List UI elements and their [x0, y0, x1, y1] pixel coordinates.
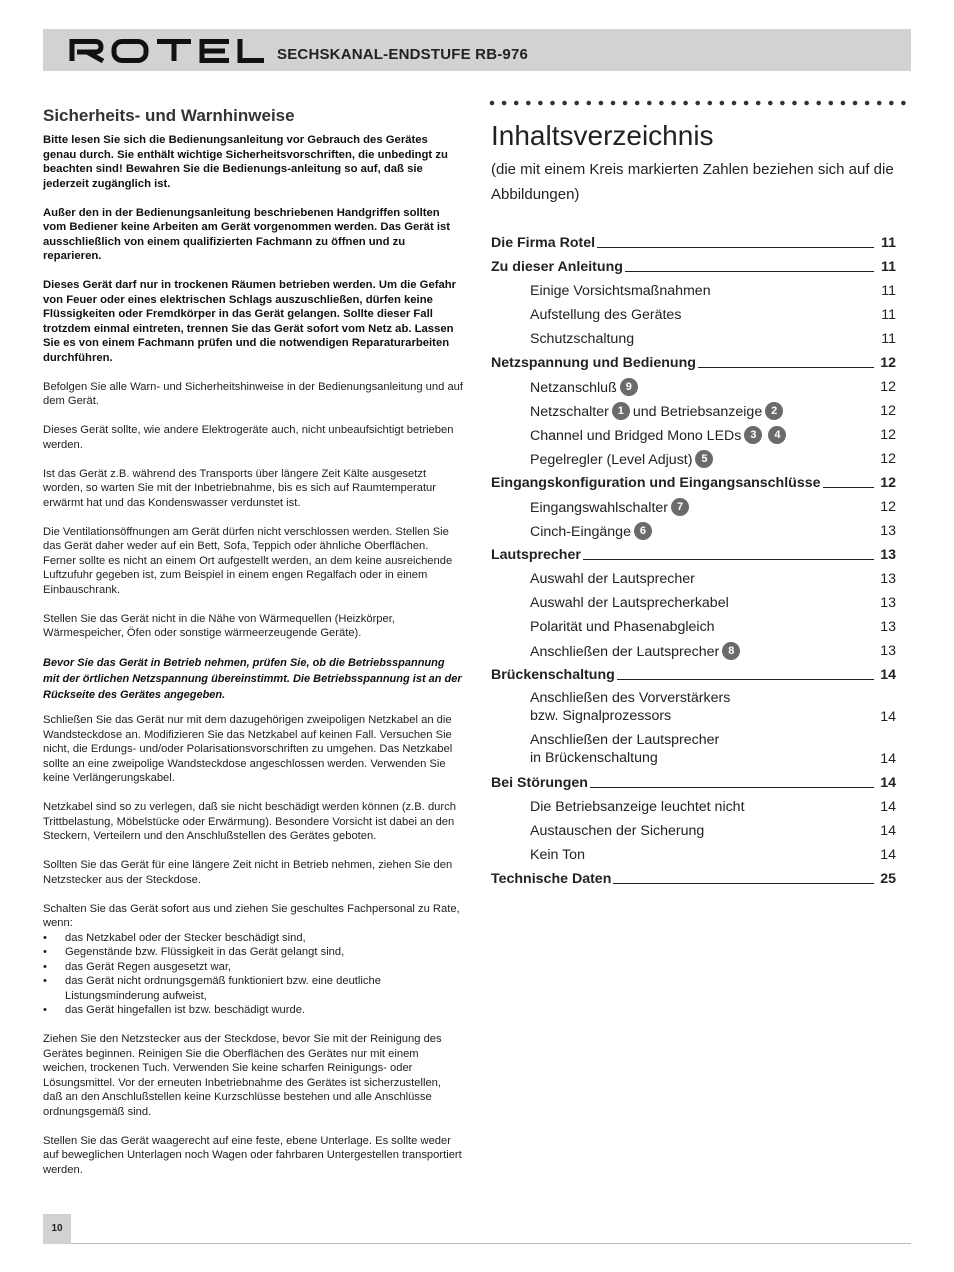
toc-page-number: 12 [880, 403, 896, 419]
divider-dot [889, 101, 894, 106]
bullet-list [43, 931, 463, 1018]
divider-dot [574, 101, 579, 106]
toc-entry [491, 423, 896, 447]
toc-entry-label [530, 331, 634, 347]
toc-entry-text: Einige Vorsichtsmaßnahmen [530, 283, 711, 299]
toc-entry-text: Austauschen der Sicherung [530, 823, 705, 839]
toc-section [491, 771, 896, 795]
toc-entry-label [530, 823, 704, 839]
toc-entry-label: Technische Daten [491, 871, 612, 887]
toc-page-number: 14 [874, 775, 896, 791]
toc-page-number: 25 [874, 871, 896, 887]
dotted-divider [489, 100, 913, 106]
toc-entry-label: Eingangskonfiguration und Eingangsanschlüsse [491, 475, 821, 491]
rotel-logo [69, 38, 265, 64]
toc-page-number: 13 [880, 595, 896, 611]
table-of-contents [491, 231, 896, 891]
toc-entry-label [530, 403, 786, 421]
toc-entry-label [530, 847, 585, 863]
toc-entry-label: Netzspannung und Bedienung [491, 355, 696, 371]
toc-entry-label [530, 451, 716, 469]
body-paragraph: Netzkabel sind so zu verlegen, daß sie nicht beschädigt werden können (z.B. durch Trittbelastung, Möbelstücke oder Erwärmung). Besondere Vorsicht ist dabei an den Steckern, Verteilern und den Anschlußstellen des Gerätes geboten. [43, 801, 456, 842]
toc-page-number: 13 [880, 619, 896, 635]
body-paragraph: Ist das Gerät z.B. während des Transports über längere Zeit Kälte ausgesetzt worden, so warten Sie mit der Inbetriebnahme, bis es sich auf Raumtemperatur erwärmt hat und das Kondenswasser verdunstet ist. [43, 467, 436, 509]
toc-entry [491, 327, 896, 351]
toc-page-number: 11 [874, 235, 896, 251]
toc-entry [491, 687, 896, 729]
body-paragraph: Stellen Sie das Gerät waagerecht auf eine feste, ebene Unterlage. Es sollte weder auf beweglichen Unterlagen noch Wagen oder fahrbaren Untergestellen transportiert werden. [43, 1134, 462, 1176]
toc-entry-text: Die Betriebsanzeige leuchtet nicht [530, 799, 745, 815]
toc-entry-label [530, 689, 730, 725]
toc-subtitle: (die mit einem Kreis markierten Zahlen beziehen sich auf die Abbildungen) [491, 161, 894, 203]
figure-callout-badge: 7 [671, 498, 689, 516]
figure-callout-badge: 1 [612, 402, 630, 420]
body-paragraph: Schalten Sie das Gerät sofort aus und ziehen Sie geschultes Fachpersonal zu Rate, wenn: [43, 902, 460, 929]
body-paragraph: Befolgen Sie alle Warn- und Sicherheitshinweise in der Bedienungsanleitung und auf dem Gerät. [43, 380, 464, 407]
toc-entry [491, 795, 896, 819]
toc-page-number: 12 [880, 499, 896, 515]
figure-callout-badge: 5 [695, 450, 713, 468]
toc-entry-label [530, 731, 719, 767]
toc-entry-label [530, 283, 711, 299]
toc-entry [491, 639, 896, 663]
toc-entry-label [530, 499, 692, 517]
toc-entry [491, 615, 896, 639]
divider-dot [695, 101, 700, 106]
figure-callout-badge: 8 [722, 642, 740, 660]
toc-page-number: 14 [880, 823, 896, 839]
toc-entry-label [530, 307, 681, 323]
figure-callout-badge: 2 [765, 402, 783, 420]
toc-entry-text: Anschließen der Lautsprecher [530, 643, 720, 660]
divider-dot [853, 101, 858, 106]
footer-rule [71, 1243, 911, 1244]
toc-page-number: 14 [880, 799, 896, 815]
toc-entry [491, 567, 896, 591]
toc-entry-text: Auswahl der Lautsprecher [530, 571, 695, 587]
divider-dot [623, 101, 628, 106]
body-paragraph: Stellen Sie das Gerät nicht in die Nähe von Wärmequellen (Heizkörper, Wärmespeicher, Öfen oder sonstige wärmeerzeugende Geräte). [43, 612, 395, 639]
list-item: • Gegenstände bzw. Flüssigkeit in das Gerät gelangt sind, [43, 945, 463, 960]
toc-section [491, 231, 896, 255]
toc-entry-label: Zu dieser Anleitung [491, 259, 623, 275]
toc-page-number: 14 [874, 667, 896, 683]
toc-page-number: 11 [881, 283, 896, 299]
toc-page-number: 11 [881, 307, 896, 323]
toc-entry-label [530, 595, 729, 611]
toc-section [491, 255, 896, 279]
divider-dot [829, 101, 834, 106]
divider-dot [526, 101, 531, 106]
toc-entry [491, 591, 896, 615]
toc-entry [491, 279, 896, 303]
toc-page-number: 14 [880, 847, 896, 863]
page-number: 10 [43, 1214, 71, 1244]
toc-entry-text: Cinch-Eingänge [530, 523, 631, 540]
toc-page-number: 12 [880, 427, 896, 443]
warning-paragraph: Dieses Gerät darf nur in trockenen Räumen betrieben werden. Um die Gefahr von Feuer oder eines elektrischen Schlags auszuschließen, dürfen keine Flüssigkeiten oder Fremdkörper in das Gerät gelangen. Sollte dieser Fall trotzdem einmal eintreten, trennen Sie das Gerät sofort vom Netz ab. Lassen Sie es von einem Fachmann prüfen und die notwendigen Reparaturarbeiten durchführen. [43, 279, 457, 364]
toc-title: Inhaltsverzeichnis [491, 120, 714, 151]
toc-page-number: 13 [880, 643, 896, 659]
toc-page-number: 12 [874, 475, 896, 491]
divider-dot [901, 101, 906, 106]
toc-entry-line: in Brückenschaltung [530, 750, 658, 766]
divider-dot [732, 101, 737, 106]
toc-entry-label: Bei Störungen [491, 775, 588, 791]
toc-entry-text: Kein Ton [530, 847, 585, 863]
toc-section [491, 543, 896, 567]
divider-dot [816, 101, 821, 106]
toc-entry-label [530, 379, 641, 397]
model-title: SECHSKANAL-ENDSTUFE RB-976 [277, 46, 529, 63]
divider-dot [804, 101, 809, 106]
divider-dot [877, 101, 882, 106]
toc-entry-label: Lautsprecher [491, 547, 581, 563]
divider-dot [720, 101, 725, 106]
toc-entry-text: Eingangswahlschalter [530, 499, 669, 516]
divider-dot [792, 101, 797, 106]
toc-entry-text: Pegelregler (Level Adjust) [530, 451, 693, 468]
toc-entry [491, 495, 896, 519]
divider-dot [502, 101, 507, 106]
toc-entry-text: Polarität und Phasenabgleich [530, 619, 715, 635]
toc-page-number: 14 [880, 709, 896, 725]
divider-dot [744, 101, 749, 106]
toc-page-number: 12 [880, 451, 896, 467]
toc-page-number: 13 [880, 523, 896, 539]
list-item: • das Gerät nicht ordnungsgemäß funktioniert bzw. eine deutliche Listungsminderung aufweist, [43, 974, 463, 1003]
toc-page-number: 14 [880, 751, 896, 767]
toc-entry [491, 729, 896, 771]
divider-dot [659, 101, 664, 106]
body-paragraph: Schließen Sie das Gerät nur mit dem dazugehörigen zweipoligen Netzkabel an die Wandsteckdose an. Modifizieren Sie das Netzkabel auf keinen Fall. Versuchen Sie nicht, die Erdungs- und/oder Polarisationsvorschriften zu umgehen. Das Netzkabel sollte an eine zweipolige Wandsteckdose angeschlossen werden. Verwenden Sie keine Verlängerungskabel. [43, 714, 453, 784]
divider-dot [538, 101, 543, 106]
figure-callout-badge: 4 [768, 426, 786, 444]
toc-entry-text: Schutzschaltung [530, 331, 635, 347]
body-paragraph: Die Ventilationsöffnungen am Gerät dürfen nicht verschlossen werden. Stellen Sie das Gerät daher weder auf ein Bett, Sofa, Teppich oder ähnliche Oberflächen. Ferner sollte es nicht an einem Ort aufgestellt werden, an dem keine ausreichende Luftzufuhr gegeben ist, zum Beispiel in einem engen Regalfach oder in einem Einbauschrank. [43, 525, 453, 596]
divider-dot [756, 101, 761, 106]
toc-page-number: 13 [880, 571, 896, 587]
toc-entry-label [530, 799, 745, 815]
divider-dot [514, 101, 519, 106]
divider-dot [599, 101, 604, 106]
divider-dot [708, 101, 713, 106]
divider-dot [841, 101, 846, 106]
toc-entry-label [530, 643, 743, 661]
warning-paragraph: Außer den in der Bedienungsanleitung beschriebenen Handgriffen sollten vom Bediener keine Arbeiten am Gerät vorgenommen werden. Das Gerät ist ausschließlich von einem qualifizierten Fachmann zu öffnen und zu reparieren. [43, 206, 451, 262]
voltage-warning: Bevor Sie das Gerät in Betrieb nehmen, prüfen Sie, ob die Betriebsspannung mit der örtlichen Netzspannung übereinstimmt. Die Betriebsspannung ist an der Rückseite des Gerätes angegeben. [43, 657, 462, 701]
divider-dot [611, 101, 616, 106]
divider-dot [562, 101, 567, 106]
list-item: • das Gerät hingefallen ist bzw. beschädigt wurde. [43, 1003, 463, 1018]
divider-dot [865, 101, 870, 106]
toc-section [491, 471, 896, 495]
toc-page-number: 12 [880, 379, 896, 395]
warning-paragraph: Bitte lesen Sie sich die Bedienungsanleitung vor Gebrauch des Gerätes genau durch. Sie enthält wichtige Sicherheitsvorschriften, die unbedingt zu beachten sind! Bewahren Sie die Bedienungs-anleitung so auf, daß sie jederzeit zugänglich ist. [43, 134, 448, 190]
toc-entry-label [530, 523, 655, 541]
toc-entry [491, 447, 896, 471]
divider-dot [780, 101, 785, 106]
toc-entry [491, 843, 896, 867]
toc-entry-text: Auswahl der Lautsprecherkabel [530, 595, 729, 611]
divider-dot [635, 101, 640, 106]
body-paragraph: Dieses Gerät sollte, wie andere Elektrogeräte auch, nicht unbeaufsichtigt betrieben werden. [43, 424, 454, 451]
toc-entry [491, 375, 896, 399]
safety-heading: Sicherheits- und Warnhinweise [43, 106, 295, 125]
toc-entry [491, 519, 896, 543]
toc-entry-line: Anschließen des Vorverstärkers [530, 690, 731, 706]
toc-page-number: 13 [874, 547, 896, 563]
toc-entry-label [530, 619, 715, 635]
toc-entry-label [530, 427, 789, 445]
list-item: • das Netzkabel oder der Stecker beschädigt sind, [43, 931, 463, 946]
toc-entry-text: Channel und Bridged Mono LEDs [530, 427, 742, 444]
toc-entry [491, 819, 896, 843]
toc-page-number: 11 [881, 331, 896, 347]
toc-entry-line: Anschließen der Lautsprecher [530, 732, 720, 748]
toc-entry-text: und Betriebsanzeige [632, 403, 763, 420]
toc-entry-label: Die Firma Rotel [491, 235, 596, 251]
figure-callout-badge: 6 [634, 522, 652, 540]
divider-dot [768, 101, 773, 106]
toc-section [491, 867, 896, 891]
toc-entry-label: Brückenschaltung [491, 667, 615, 683]
toc-entry-text: Netzanschluß [530, 379, 617, 396]
divider-dot [490, 101, 495, 106]
divider-dot [550, 101, 555, 106]
toc-entry-text: Aufstellung des Gerätes [530, 307, 682, 323]
toc-entry-label [530, 571, 695, 587]
divider-dot [647, 101, 652, 106]
figure-callout-badge: 3 [744, 426, 762, 444]
toc-entry [491, 399, 896, 423]
page-header [43, 29, 911, 71]
divider-dot [683, 101, 688, 106]
body-paragraph: Ziehen Sie den Netzstecker aus der Steckdose, bevor Sie mit der Reinigung des Gerätes beginnen. Reinigen Sie die Oberflächen des Gerätes nur mit einem weichen, trockenen Tuch. Verwenden Sie keine scharfen Reinigungs- oder Lösungsmittel. Vor der erneuten Inbetriebnahme des Gerätes ist sicherzustellen, daß an den Anschlußstellen keine Kurzschlüsse bestehen und alle Anschlüsse ordnungsgemäß sind. [43, 1033, 442, 1118]
toc-page-number: 11 [874, 259, 896, 275]
figure-callout-badge: 9 [620, 378, 638, 396]
toc-section [491, 351, 896, 375]
toc-entry [491, 303, 896, 327]
toc-section [491, 663, 896, 687]
toc-page-number: 12 [874, 355, 896, 371]
toc-entry-line: bzw. Signalprozessors [530, 708, 672, 724]
body-paragraph: Sollten Sie das Gerät für eine längere Zeit nicht in Betrieb nehmen, ziehen Sie den Netzstecker aus der Steckdose. [43, 859, 453, 886]
toc-entry-text: Netzschalter [530, 403, 609, 420]
divider-dot [587, 101, 592, 106]
divider-dot [671, 101, 676, 106]
list-item: • das Gerät Regen ausgesetzt war, [43, 960, 463, 975]
safety-section [43, 106, 463, 1192]
